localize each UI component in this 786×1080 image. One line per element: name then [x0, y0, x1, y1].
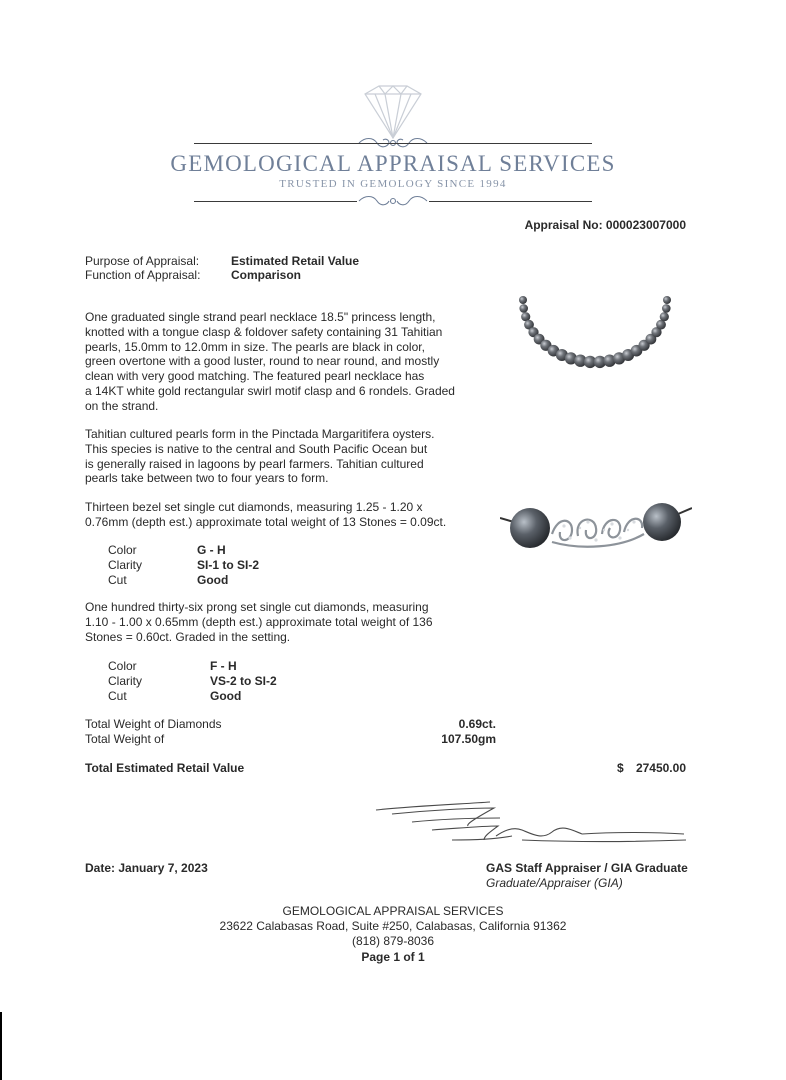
diamond-text-line: One hundred thirty-six prong set single cut diamonds, measuring: [85, 600, 429, 614]
diamond-text-line: 1.10 - 1.00 x 0.65mm (depth est.) approximate total weight of 136: [85, 614, 433, 629]
logo-rule-top: [194, 143, 592, 144]
specs-table-prong: [108, 659, 277, 703]
total-retail-label: Total Estimated Retail Value: [85, 761, 245, 775]
spec-value: Good: [197, 572, 229, 587]
diamonds-prong-text: [85, 600, 485, 644]
diamond-logo-icon: [353, 84, 433, 142]
appraisal-number: Appraisal No: 000023007000: [524, 218, 686, 232]
info-line: pearls take between two to four years to form.: [85, 471, 329, 486]
spec-row: [108, 674, 277, 689]
spec-row: [108, 573, 259, 588]
info-line: This species is native to the central and South Pacific Ocean but: [85, 441, 428, 456]
spec-label: Cut: [108, 572, 127, 587]
tahitian-info: [85, 427, 485, 486]
footer-address: 23622 Calabasas Road, Suite #250, Calabasas, California 91362: [219, 919, 567, 933]
total-weight-value: 107.50gm: [441, 732, 496, 746]
scan-edge-mark: [0, 1012, 2, 1080]
appraisal-date: Date: January 7, 2023: [85, 861, 208, 875]
diamond-text-line: Stones = 0.60ct. Graded in the setting.: [85, 629, 291, 644]
spec-row: [108, 543, 259, 558]
spec-label: Clarity: [108, 673, 143, 688]
spec-value: F - H: [210, 659, 237, 673]
total-weight-label: Total Weight of: [85, 732, 165, 746]
info-line: is generally raised in lagoons by pearl farmers. Tahitian cultured: [85, 456, 424, 471]
pearl: [519, 304, 528, 313]
page-number: Page 1 of 1: [361, 950, 425, 964]
pearl-clasp-photo: [500, 494, 692, 564]
appraiser-subtitle: Graduate/Appraiser (GIA): [486, 876, 623, 890]
pearl: [660, 312, 669, 321]
specs-table-bezel: [108, 543, 259, 587]
appraiser-signature: [372, 796, 692, 856]
spec-row: [108, 689, 277, 704]
function-value: Comparison: [231, 268, 302, 282]
function-label: Function of Appraisal:: [85, 268, 201, 282]
description-line: on the strand.: [85, 398, 159, 413]
appraiser-title: GAS Staff Appraiser / GIA Graduate: [486, 861, 688, 875]
description-line: a 14KT white gold rectangular swirl motif clasp and 6 rondels. Graded: [85, 383, 455, 398]
purpose-label: Purpose of Appraisal:: [85, 254, 200, 268]
description-line: clean with very good matching. The featured pearl necklace has: [85, 369, 425, 384]
pearl: [663, 296, 671, 304]
total-diamonds-label: Total Weight of Diamonds: [85, 717, 222, 731]
total-diamonds-value: 0.69ct.: [458, 717, 496, 731]
footer-company: GEMOLOGICAL APPRAISAL SERVICES: [282, 904, 504, 918]
description-line: One graduated single strand pearl necklace 18.5" princess length,: [85, 310, 436, 324]
description-line: knotted with a tongue clasp & foldover safety containing 31 Tahitian: [85, 324, 443, 339]
currency-symbol: $: [617, 761, 624, 775]
spec-row: [108, 659, 277, 674]
spec-label: Color: [108, 659, 137, 673]
spec-value: Good: [210, 688, 242, 703]
diamonds-bezel-text: [85, 500, 485, 530]
pearl: [662, 304, 671, 313]
spec-value: G - H: [197, 543, 226, 557]
pearl: [519, 296, 527, 304]
spec-label: Clarity: [108, 557, 143, 572]
pearl-necklace-photo: [505, 284, 685, 384]
logo-title: GEMOLOGICAL APPRAISAL SERVICES: [170, 151, 616, 176]
info-line: Tahitian cultured pearls form in the Pinctada Margaritifera oysters.: [85, 427, 435, 441]
diamond-text-line: 0.76mm (depth est.) approximate total weight of 13 Stones = 0.09ct.: [85, 514, 447, 529]
spec-label: Cut: [108, 688, 127, 703]
total-retail-value: 27450.00: [635, 761, 686, 775]
diamond-text-line: Thirteen bezel set single cut diamonds, measuring 1.25 - 1.20 x: [85, 500, 423, 514]
description-line: green overtone with a good luster, round to near round, and mostly: [85, 354, 440, 369]
item-description: [85, 310, 485, 414]
purpose-value: Estimated Retail Value: [231, 254, 360, 268]
spec-value: VS-2 to SI-2: [210, 673, 277, 688]
spec-label: Color: [108, 543, 137, 557]
description-line: pearls, 15.0mm to 12.0mm in size. The pearls are black in color,: [85, 339, 425, 354]
footer-phone: (818) 879-8036: [351, 934, 435, 948]
logo-subtitle: TRUSTED IN GEMOLOGY SINCE 1994: [279, 178, 507, 190]
ornament-bottom-icon: [353, 194, 433, 208]
spec-value: SI-1 to SI-2: [197, 557, 260, 572]
spec-row: [108, 558, 259, 573]
